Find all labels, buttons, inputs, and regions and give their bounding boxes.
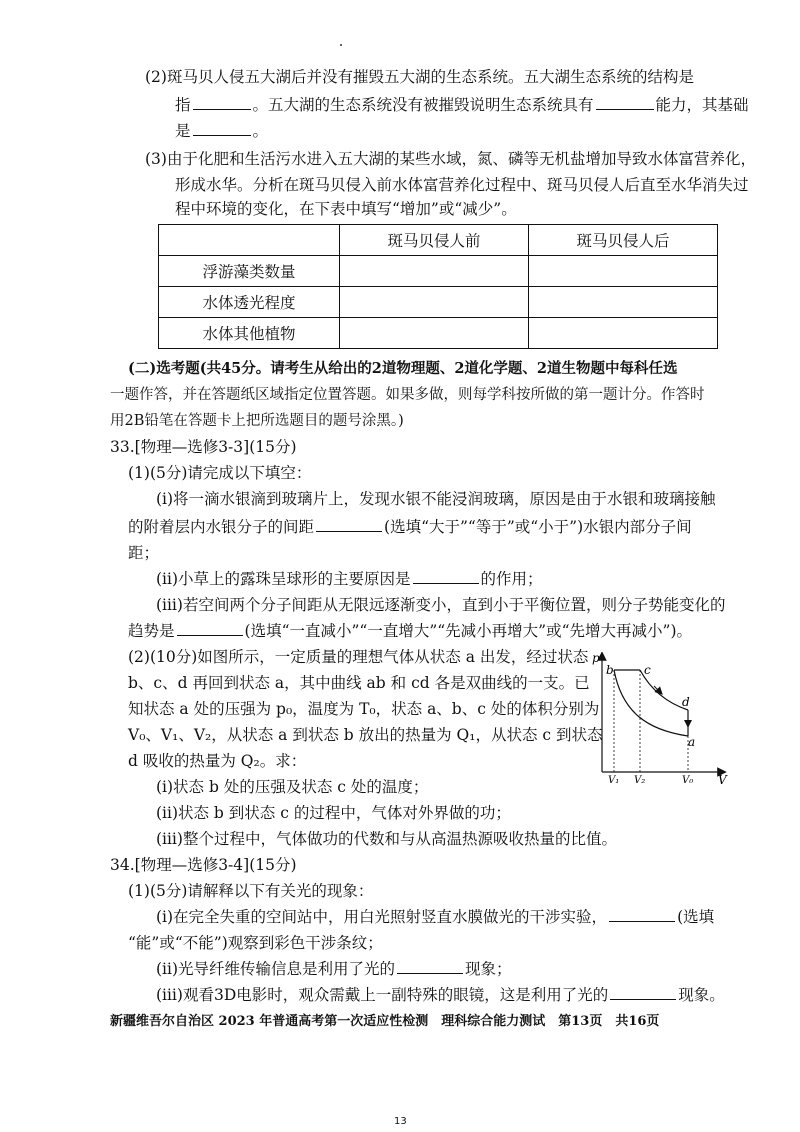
arrow-cd	[654, 686, 660, 692]
answer-cell[interactable]	[340, 256, 529, 287]
tick-v2: V₂	[634, 775, 646, 784]
tick-v1: V₁	[608, 775, 620, 784]
q33-1i-line-1: (ⅰ)将一滴水银滴到玻璃片上，发现水银不能浸润玻璃，原因是由于水银和玻璃接触	[156, 490, 716, 508]
page-footer: 新疆维吾尔自治区 2023 年普通高考第一次适应性检测 理科综合能力测试 第13页 共16页	[110, 1014, 660, 1029]
answer-blank[interactable]	[193, 94, 251, 110]
table-header-cell: 斑马贝侵人后	[529, 225, 718, 256]
label-v: V	[718, 773, 727, 784]
q2-line-2: 指 。五大湖的生态系统没有被摧毁说明生态系统具有 能力，其基础	[175, 96, 749, 114]
q33-2-line-1: (2)(10分)如图所示，一定质量的理想气体从状态 a 出发，经过状态	[128, 648, 589, 666]
table-header-cell: 斑马贝侵人前	[340, 225, 529, 256]
q3-line-3: 程中环境的变化，在下表中填写“增加”或“减少”。	[175, 200, 517, 218]
q3-line-1: (3)由于化肥和生活污水进入五大湖的某些水域，氮、磷等无机盐增加导致水体富营养化，	[145, 150, 756, 168]
q34-title: 34.[物理—选修3-4](15分)	[110, 856, 297, 874]
answer-blank[interactable]	[413, 568, 479, 584]
row-label: 浮游藻类数量	[159, 256, 340, 287]
answer-blank[interactable]	[177, 620, 243, 636]
label-a: a	[688, 735, 696, 749]
answer-cell[interactable]	[340, 318, 529, 349]
q34-part1: (1)(5分)请解释以下有关光的现象：	[128, 882, 374, 900]
scan-speck	[340, 44, 342, 46]
label-b: b	[606, 663, 614, 677]
label-c: c	[644, 663, 651, 677]
q34-1iii: (ⅲ)观看3D电影时，观众需戴上一副特殊的眼镜，这是利用了光的 现象。	[156, 986, 725, 1004]
page-number: 13	[394, 1116, 407, 1127]
pv-diagram	[592, 652, 728, 784]
q33-2-line-3: 知状态 a 处的压强为 p₀，温度为 T₀，状态 a、b、c 处的体积分别为	[128, 700, 600, 718]
table-row	[159, 256, 718, 287]
table-header-cell	[159, 225, 340, 256]
answer-blank[interactable]	[316, 516, 382, 532]
q34-1i-line-1: (ⅰ)在完全失重的空间站中，用白光照射竖直水膜做光的干涉实验， (选填	[156, 908, 715, 926]
q2-line-1: (2)斑马贝人侵五大湖后并没有摧毁五大湖的生态系统。五大湖生态系统的结构是	[145, 68, 694, 86]
table-row	[159, 318, 718, 349]
answer-blank[interactable]	[596, 94, 654, 110]
q33-title: 33.[物理—选修3-3](15分)	[110, 438, 297, 456]
q33-1ii: (ⅱ)小草上的露珠呈球形的主要原因是 的作用；	[156, 570, 543, 588]
section2-line-1: (二)选考题(共45分。请考生从给出的2道物理题、2道化学题、2道生物题中每科任选	[128, 360, 678, 377]
table-row	[159, 287, 718, 318]
answer-cell[interactable]	[529, 318, 718, 349]
q33-2-line-5: d 吸收的热量为 Q₂。求：	[128, 752, 307, 770]
q33-2i: (ⅰ)状态 b 处的压强及状态 c 处的温度；	[156, 778, 429, 796]
table-header-row	[159, 225, 718, 256]
q33-2-line-2: b、c、d 再回到状态 a，其中曲线 ab 和 cd 各是双曲线的一支。已	[128, 674, 590, 692]
row-label: 水体其他植物	[159, 318, 340, 349]
q34-1ii: (ⅱ)光导纤维传输信息是利用了光的 现象；	[156, 960, 512, 978]
section2-line-3: 用2B铅笔在答题卡上把所选题目的题号涂黑。)	[110, 413, 404, 429]
q33-1iii-line-2: 趋势是 (选填“一直减小”“一直增大”“先减小再增大”或“先增大再减小”)。	[128, 622, 693, 640]
answer-blank[interactable]	[610, 984, 676, 1000]
q33-part1: (1)(5分)请完成以下填空：	[128, 464, 312, 482]
q2-line-3: 是 。	[175, 122, 269, 140]
answer-blank[interactable]	[397, 958, 463, 974]
q33-1i-line-3: 距；	[128, 544, 160, 562]
answer-cell[interactable]	[529, 287, 718, 318]
q34-1i-line-2: “能”或“不能”)观察到彩色干涉条纹；	[128, 934, 383, 952]
q33-2ii: (ⅱ)状态 b 到状态 c 的过程中，气体对外界做的功；	[156, 804, 511, 822]
section2-line-2: 一题作答，并在答题纸区域指定位置答题。如果多做，则每学科按所做的第一题计分。作答时	[110, 387, 705, 403]
label-d: d	[682, 695, 690, 709]
curve-ab	[614, 670, 688, 736]
q33-1i-line-2: 的附着层内水银分子的间距 (选填“大于”“等于”或“小于”)水银内部分子间	[128, 518, 692, 536]
label-p: p	[592, 652, 600, 665]
row-label: 水体透光程度	[159, 287, 340, 318]
answer-cell[interactable]	[529, 256, 718, 287]
answer-blank[interactable]	[609, 906, 675, 922]
q33-1iii-line-1: (ⅲ)若空间两个分子间距从无限远逐渐变小，直到小于平衡位置，则分子势能变化的	[156, 596, 726, 614]
q33-2-line-4: V₀、V₁、V₂，从状态 a 到状态 b 放出的热量为 Q₁，从状态 c 到状态	[128, 726, 603, 744]
answer-table	[158, 224, 718, 349]
answer-cell[interactable]	[340, 287, 529, 318]
answer-blank[interactable]	[193, 120, 251, 136]
q33-2iii: (ⅲ)整个过程中，气体做功的代数和与从高温热源吸收热量的比值。	[156, 830, 617, 848]
q3-line-2: 形成水华。分析在斑马贝侵入前水体富营养化过程中、斑马贝侵人后直至水华消失过	[175, 176, 749, 194]
tick-v0: V₀	[682, 775, 694, 784]
